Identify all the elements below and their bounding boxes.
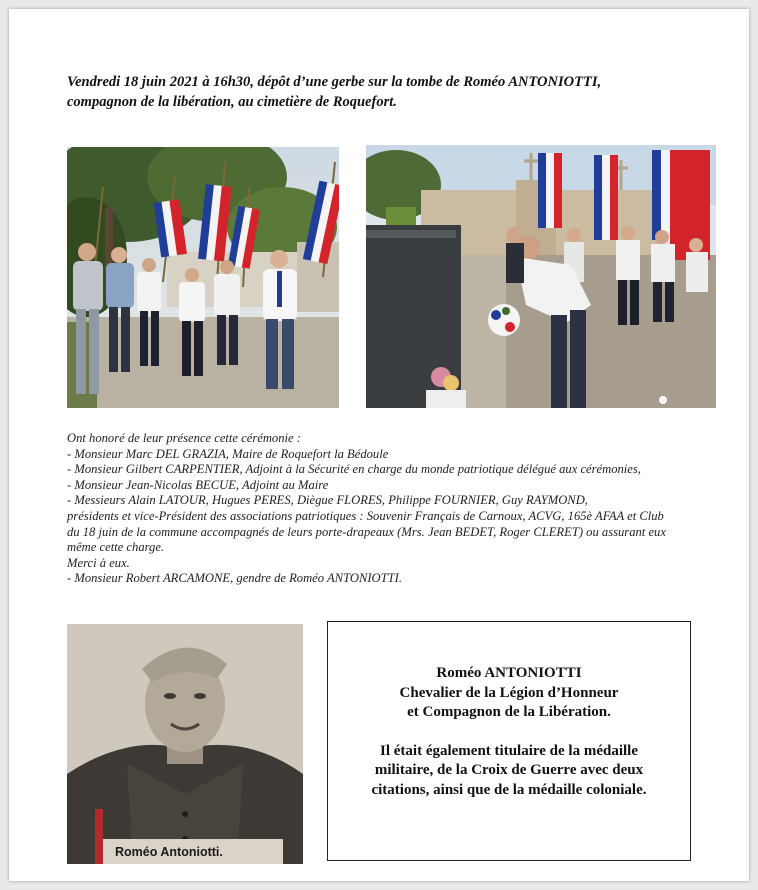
attendees-line: Merci à eux.: [67, 555, 130, 570]
attendees-line: - Monsieur Marc DEL GRAZIA, Maire de Roquefort la Bédoule: [67, 446, 389, 461]
honors-title-block: [328, 664, 690, 723]
honors-body-line: militaire, de la Croix de Guerre avec deux: [374, 762, 644, 779]
honors-body-line: citations, ainsi que de la médaille coloniale.: [371, 781, 647, 798]
attendees-line: - Monsieur Robert ARCAMONE, gendre de Roméo ANTONIOTTI.: [67, 571, 402, 586]
honors-title-line: et Compagnon de la Libération.: [407, 704, 611, 721]
attendees-line: - Monsieur Gilbert CARPENTIER, Adjoint à la Sécurité en charge du monde patriotique délégué aux cérémonies,: [67, 462, 641, 477]
honors-body-line: Il était également titulaire de la médaille: [380, 742, 638, 759]
portrait-caption: Roméo Antoniotti.: [115, 845, 223, 859]
honors-body-block: [328, 742, 690, 801]
honors-info-box: [327, 621, 691, 861]
attendees-paragraph: [67, 431, 727, 587]
headline-line-1: Vendredi 18 juin 2021 à 16h30, dépôt d’une gerbe sur la tombe de Roméo ANTONIOTTI,: [67, 74, 602, 90]
headline-line-2: compagnon de la libération, au cimetière de Roquefort.: [67, 94, 397, 110]
attendees-line: même cette charge.: [67, 540, 165, 555]
attendees-line: présidents et vice-Président des associations patriotiques : Souvenir Français de Carnoux, ACVG, 165è AFAA et Club: [67, 508, 664, 523]
honors-title-line: Roméo ANTONIOTTI: [436, 665, 582, 681]
wreath-laying-photo: [366, 145, 716, 408]
attendees-line: - Monsieur Jean-Nicolas BECUE, Adjoint au Maire: [67, 477, 329, 492]
romeo-antoniotti-portrait: [67, 624, 303, 864]
ceremony-group-photo: [67, 147, 339, 408]
attendees-line: Ont honoré de leur présence cette cérémonie :: [67, 431, 301, 445]
honors-title-line: Chevalier de la Légion d’Honneur: [399, 684, 619, 701]
document-page: [9, 9, 749, 881]
attendees-line: - Messieurs Alain LATOUR, Hugues PERES, Diègue FLORES, Philippe FOURNIER, Guy RAYMOND,: [67, 493, 588, 508]
event-headline: [67, 72, 707, 112]
attendees-line: du 18 juin de la commune accompagnés de leurs porte-drapeaux (Mrs. Jean BEDET, Roger CLERET) ou assurant eux: [67, 524, 666, 539]
